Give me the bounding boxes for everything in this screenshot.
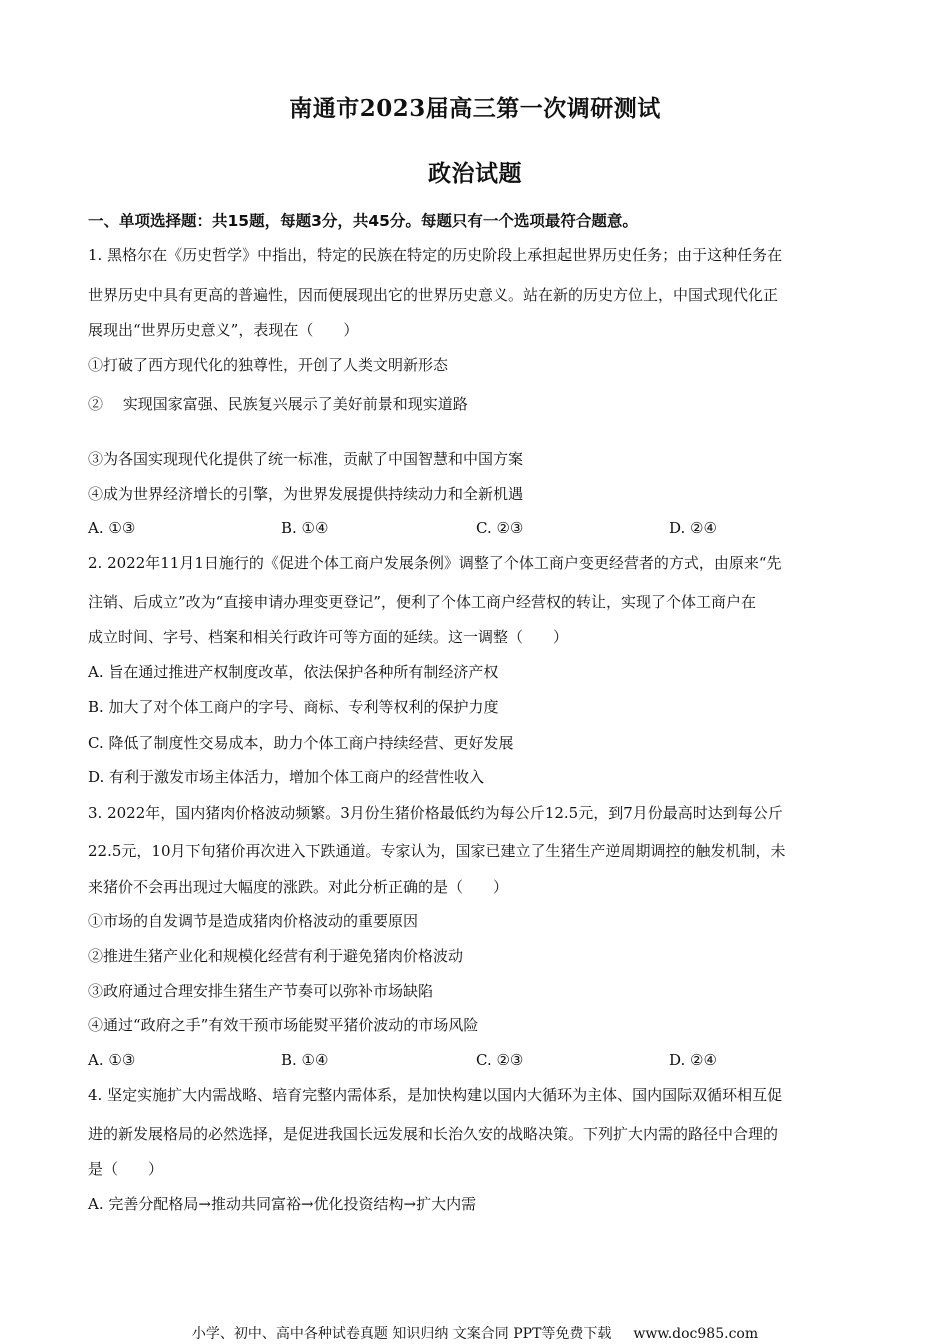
q2-option-a: A. 旨在通过推进产权制度改革，依法保护各种所有制经济产权: [88, 663, 499, 681]
exam-subtitle: 政治试题: [428, 160, 522, 187]
q1-option-a: A. ①③: [88, 519, 136, 537]
q4-stem-line: 4. 坚定实施扩大内需战略、培育完整内需体系，是加快构建以国内大循环为主体、国内国际双循环相互促: [88, 1086, 783, 1104]
q2-stem-line: 注销、后成立”改为“直接申请办理变更登记”，便利了个体工商户经营权的转让，实现了个体工商户在: [88, 593, 757, 611]
q1-option-b: B. ①④: [281, 519, 329, 537]
q1-stem-line: 1. 黑格尔在《历史哲学》中指出，特定的民族在特定的历史阶段上承担起世界历史任务；由于这种任务在: [88, 246, 783, 264]
q3-option-a: A. ①③: [88, 1051, 136, 1069]
page-footer: [0, 1323, 950, 1343]
footer-site-link[interactable]: www.doc985.com: [633, 1326, 759, 1342]
q3-item: ②推进生猪产业化和规模化经营有利于避免猪肉价格波动: [88, 947, 464, 965]
q3-item: ③政府通过合理安排生猪生产节奏可以弥补市场缺陷: [88, 982, 434, 1000]
q3-option-d: D. ②④: [669, 1051, 717, 1069]
q2-option-d: D. 有利于激发市场主体活力，增加个体工商户的经营性收入: [88, 768, 485, 786]
footer-ad-text: 小学、初中、高中各种试卷真题 知识归纳 文案合同 PPT等免费下载: [191, 1326, 612, 1342]
q4-stem-line: 进的新发展格局的必然选择，是促进我国长远发展和长治久安的战略决策。下列扩大内需的路径中合理的: [88, 1125, 779, 1143]
q2-stem-line: 2. 2022年11月1日施行的《促进个体工商户发展条例》调整了个体工商户变更经营者的方式，由原来“先: [88, 554, 782, 572]
q1-item: ④成为世界经济增长的引擎，为世界发展提供持续动力和全新机遇: [88, 485, 524, 503]
q1-option-d: D. ②④: [669, 519, 717, 537]
q1-item: ③为各国实现现代化提供了统一标准，贡献了中国智慧和中国方案: [88, 450, 524, 468]
q1-item: ② 实现国家富强、民族复兴展示了美好前景和现实道路: [88, 395, 468, 413]
q1-stem-line: 展现出“世界历史意义”，表现在（ ）: [88, 321, 359, 339]
q1-option-c: C. ②③: [476, 519, 524, 537]
q2-option-b: B. 加大了对个体工商户的字号、商标、专利等权利的保护力度: [88, 698, 499, 716]
exam-title: 南通市2023届高三第一次调研测试: [289, 95, 661, 122]
section-heading: 一、单项选择题：共15题，每题3分，共45分。每题只有一个选项最符合题意。: [88, 212, 638, 230]
q3-stem-line: 来猪价不会再出现过大幅度的涨跌。对此分析正确的是（ ）: [88, 878, 509, 896]
q3-stem-line: 3. 2022年，国内猪肉价格波动频繁。3月份生猪价格最低约为每公斤12.5元，到7月份最高时达到每公斤: [88, 804, 783, 822]
q2-stem-line: 成立时间、字号、档案和相关行政许可等方面的延续。这一调整（ ）: [88, 628, 569, 646]
q3-item: ①市场的自发调节是造成猪肉价格波动的重要原因: [88, 912, 419, 930]
q3-stem-line: 22.5元，10月下旬猪价再次进入下跌通道。专家认为，国家已建立了生猪生产逆周期调控的触发机制，未: [88, 842, 786, 860]
q4-option-a: A. 完善分配格局→推动共同富裕→优化投资结构→扩大内需: [88, 1195, 477, 1213]
q3-option-b: B. ①④: [281, 1051, 329, 1069]
q1-stem-line: 世界历史中具有更高的普遍性，因而便展现出它的世界历史意义。站在新的历史方位上，中国式现代化正: [88, 286, 779, 304]
q3-option-c: C. ②③: [476, 1051, 524, 1069]
q4-stem-line: 是（ ）: [88, 1160, 164, 1178]
q2-option-c: C. 降低了制度性交易成本，助力个体工商户持续经营、更好发展: [88, 734, 514, 752]
q3-item: ④通过“政府之手”有效干预市场能熨平猪价波动的市场风险: [88, 1016, 479, 1034]
q1-item: ①打破了西方现代化的独尊性，开创了人类文明新形态: [88, 356, 449, 374]
